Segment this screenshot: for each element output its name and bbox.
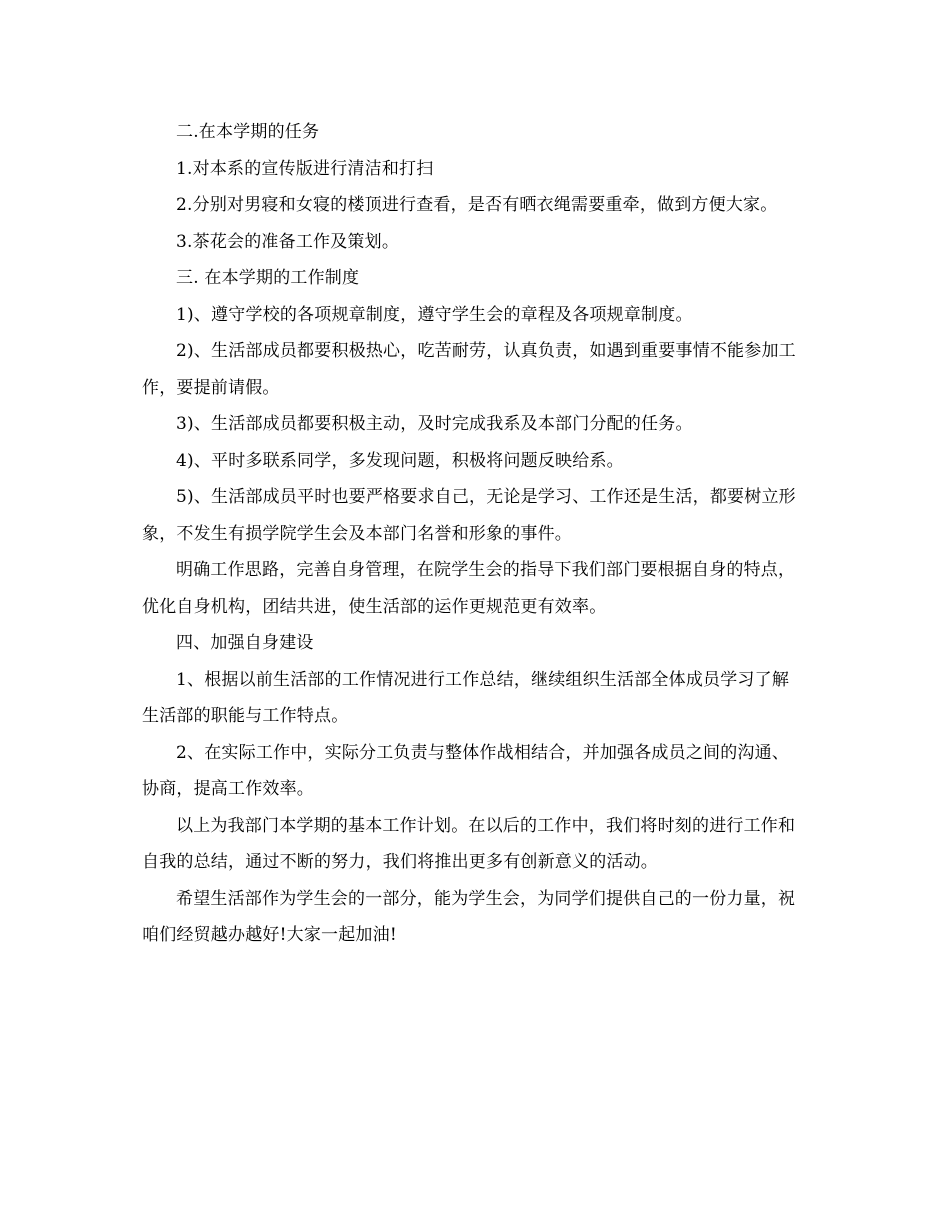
closing-paragraph: 以上为我部门本学期的基本工作计划。在以后的工作中，我们将时刻的进行工作和自我的总结，通过不断的努力，我们将推出更多有创新意义的活动。 (142, 815, 796, 872)
rule-item-1: 1)、遵守学校的各项规章制度，遵守学生会的章程及各项规章制度。 (176, 304, 693, 325)
rule-item-3: 3)、生活部成员都要积极主动，及时完成我系及本部门分配的任务。 (176, 414, 693, 434)
rule-item-4: 4)、平时多联系同学，多发现问题，积极将问题反映给系。 (176, 450, 624, 471)
section-heading-tasks: 二.在本学期的任务 (176, 122, 320, 142)
rule-item-5: 5)、生活部成员平时也要严格要求自己，无论是学习、工作还是生活，都要树立形象，不发生有损学院学生会及本部门名誉和形象的事件。 (142, 487, 796, 544)
task-item-1: 1.对本系的宣传版进行清洁和打扫 (176, 158, 434, 179)
section-heading-self-building: 四、加强自身建设 (176, 633, 314, 653)
section-heading-rules: 三. 在本学期的工作制度 (176, 268, 360, 288)
task-item-3: 3.茶花会的准备工作及策划。 (176, 231, 400, 252)
document-body (142, 114, 806, 954)
task-item-2: 2.分别对男寝和女寝的楼顶进行查看，是否有晒衣绳需要重牵，做到方便大家。 (176, 195, 778, 215)
rules-summary-paragraph: 明确工作思路，完善自身管理，在院学生会的指导下我们部门要根据自身的特点，优化自身机构，团结共进，使生活部的运作更规范更有效率。 (142, 560, 796, 617)
self-building-item-1: 1、根据以前生活部的工作情况进行工作总结，继续组织生活部全体成员学习了解生活部的职能与工作特点。 (142, 669, 790, 726)
rule-item-2: 2)、生活部成员都要积极热心，吃苦耐劳，认真负责，如遇到重要事情不能参加工作，要提前请假。 (142, 341, 796, 398)
final-wish-paragraph: 希望生活部作为学生会的一部分，能为学生会，为同学们提供自己的一份力量，祝咱们经贸越办越好!大家一起加油! (142, 888, 796, 945)
self-building-item-2: 2、在实际工作中，实际分工负责与整体作战相结合，并加强各成员之间的沟通、协商，提高工作效率。 (142, 742, 790, 799)
